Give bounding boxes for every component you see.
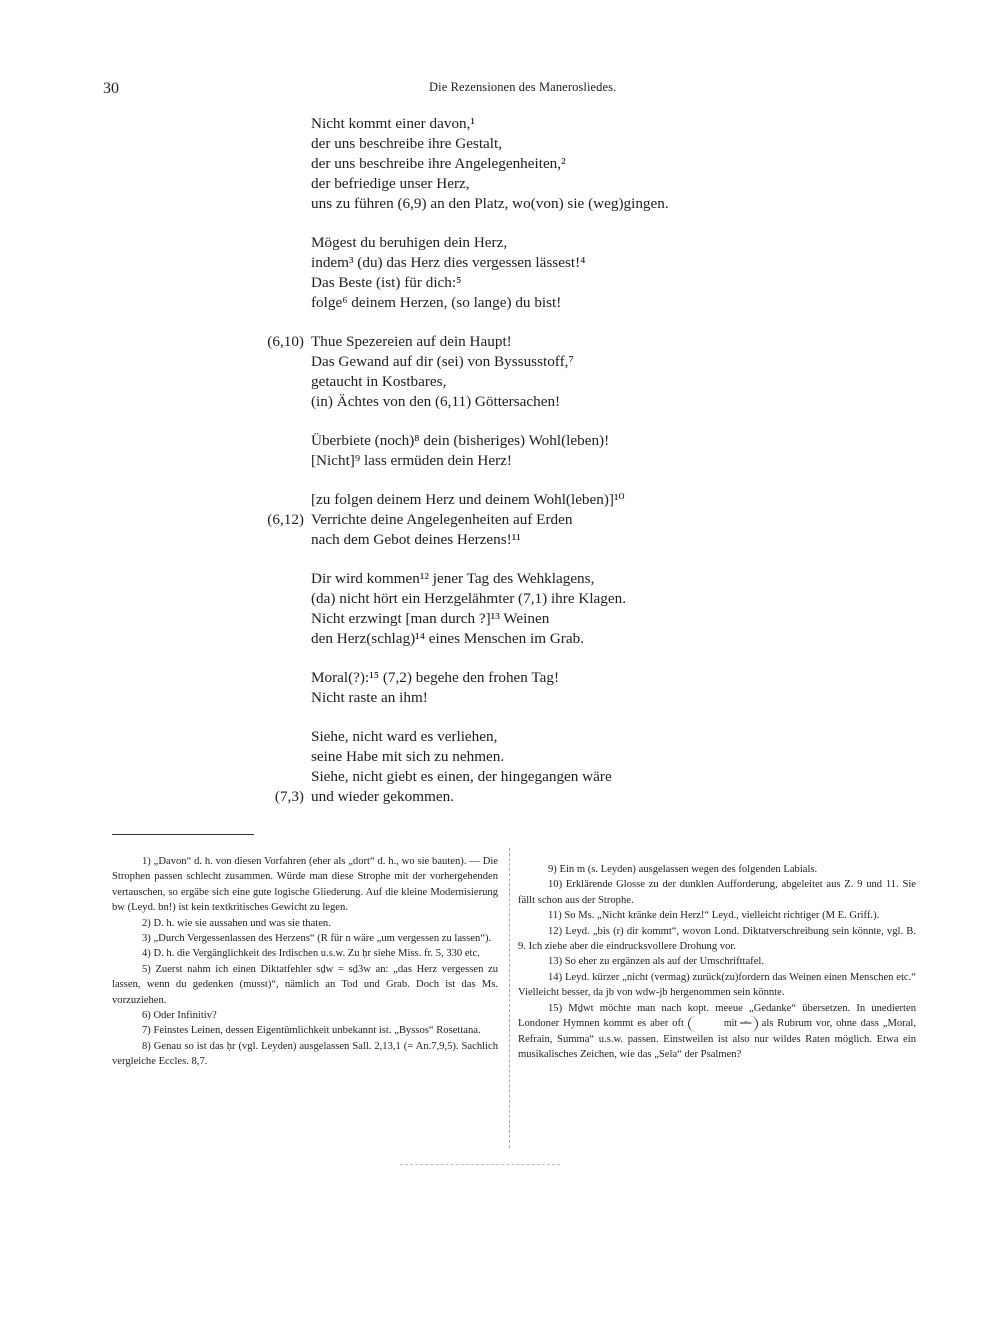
verse-text: [zu folgen deinem Herz und deinem Wohl(leben)]¹⁰ — [311, 491, 625, 508]
stanza — [0, 431, 1000, 471]
verse-text: Moral(?):¹⁵ (7,2) begehe den frohen Tag! — [311, 669, 560, 686]
verse-text: indem³ (du) das Herz dies vergessen lässest!⁴ — [311, 254, 586, 271]
verse-line — [0, 451, 1000, 471]
bottom-dash — [400, 1164, 560, 1165]
verse-text: [Nicht]⁹ lass ermüden dein Herz! — [311, 452, 512, 469]
stanza — [0, 727, 1000, 807]
verse-text: uns zu führen (6,9) an den Platz, wo(von) sie (weg)gingen. — [311, 195, 669, 212]
verse-line — [0, 530, 1000, 550]
verse-line — [0, 114, 1000, 134]
footnote: 4) D. h. die Vergänglichkeit des Irdischen u.s.w. Zu ḥr siehe Miss. fr. 5, 330 etc. — [142, 948, 480, 960]
verse-line — [0, 688, 1000, 708]
verse-line — [0, 609, 1000, 629]
verse-text: nach dem Gebot deines Herzens!¹¹ — [311, 531, 521, 548]
verse-line — [0, 194, 1000, 214]
verse-line — [0, 629, 1000, 649]
running-title: Die Rezensionen des Manerosliedes. — [429, 80, 617, 94]
footnote: 1) „Davon“ d. h. von diesen Vorfahren (eher als „dort“ d. h., wo sie bauten). — Die Strophen passen schlecht zusammen. Würde man diese Strophe mit der vorhergehenden vertauschen, so ergäbe sich eine gute logische Gliederung. Auf die kleine Modernisierung bw (Leyd. bn!) ist kein textkritisches Gewicht zu legen. — [112, 856, 498, 914]
poem — [0, 114, 1000, 826]
verse-text: Nicht raste an ihm! — [311, 689, 428, 706]
line-reference: (7,3) — [274, 788, 304, 805]
verse-line — [0, 431, 1000, 451]
verse-text: Dir wird kommen¹² jener Tag des Wehklagens, — [311, 570, 595, 587]
footnote: 9) Ein m (s. Leyden) ausgelassen wegen des folgenden Labials. — [548, 864, 818, 875]
verse-text: seine Habe mit sich zu nehmen. — [311, 748, 505, 765]
footnote: 3) „Durch Vergessenlassen des Herzens“ (R für n wäre „um vergessen zu lassen“). — [142, 933, 492, 945]
footnote: 5) Zuerst nahm ich einen Diktatfehler sḏw = sḏ3w an: „das Herz vergessen zu lassen, wenn du gedenken (musst)“, nämlich an Tod und Grab. Doch ist das Ms. vorzuziehen. — [112, 963, 498, 1006]
verse-line — [0, 174, 1000, 194]
footnote: 7) Feinstes Leinen, dessen Eigentümlichkeit unbekannt ist. „Byssos“ Rosettana. — [142, 1025, 481, 1037]
footnote: 11) So Ms. „Nicht kränke dein Herz!“ Leyd., vielleicht richtiger (M E. Griff.). — [548, 910, 880, 922]
stanza — [0, 668, 1000, 708]
stanza — [0, 569, 1000, 649]
verse-text: (da) nicht hört ein Herzgelähmter (7,1) ihre Klagen. — [311, 590, 627, 607]
verse-line — [0, 253, 1000, 273]
footnotes-right — [518, 862, 916, 1063]
verse-line — [0, 134, 1000, 154]
verse-line — [0, 569, 1000, 589]
column-separator — [509, 848, 510, 1148]
verse-line — [0, 332, 1000, 352]
line-reference: (6,12) — [267, 511, 304, 528]
verse-line — [0, 372, 1000, 392]
verse-text: Siehe, nicht giebt es einen, der hingegangen wäre — [311, 768, 612, 785]
footnote: 8) Genau so ist das ḥr (vgl. Leyden) ausgelassen Sall. 2,13,1 (= An.7,9,5). Sachlich vergleiche Eccles. 8,7. — [112, 1040, 498, 1068]
footnote: 2) D. h. wie sie aussahen und was sie thaten. — [142, 917, 331, 929]
footnotes-left — [112, 854, 498, 1070]
line-reference: (6,10) — [267, 333, 304, 350]
verse-line — [0, 589, 1000, 609]
verse-line — [0, 154, 1000, 174]
verse-text: Das Gewand auf dir (sei) von Byssusstoff,⁷ — [311, 353, 574, 370]
page-number: 30 — [103, 80, 119, 97]
verse-line — [0, 510, 1000, 530]
verse-line — [0, 747, 1000, 767]
hieroglyph-group: mit 𓏛 — [688, 1016, 758, 1032]
verse-line — [0, 392, 1000, 412]
verse-text: Verrichte deine Angelegenheiten auf Erden — [311, 511, 573, 528]
footnote-rule — [112, 834, 254, 835]
footnote: 14) Leyd. kürzer „nicht (vermag) zurück(zu)fordern das Weinen einen Menschen etc.“ Vielleicht besser, da jb von wdw-jb hergenommen sein könnte. — [518, 971, 916, 999]
verse-line — [0, 727, 1000, 747]
stanza — [0, 114, 1000, 214]
verse-text: Nicht kommt einer davon,¹ — [311, 115, 475, 132]
verse-text: folge⁶ deinem Herzen, (so lange) du bist! — [311, 294, 562, 311]
stanza — [0, 332, 1000, 412]
footnote: 13) So eher zu ergänzen als auf der Umschrifttafel. — [548, 956, 765, 968]
stanza — [0, 233, 1000, 313]
verse-line — [0, 273, 1000, 293]
footnote: 6) Oder Infinitiv? — [142, 1010, 217, 1022]
footnote: 10) Erklärende Glosse zu der dunklen Aufforderung, abgeleitet aus Z. 9 und 11. Sie fällt schon aus der Strophe. — [518, 879, 916, 906]
verse-text: Mögest du beruhigen dein Herz, — [311, 234, 508, 251]
verse-text: Das Beste (ist) für dich:⁵ — [311, 274, 462, 291]
verse-line — [0, 233, 1000, 253]
footnote-15: 15) Mḏwt möchte man nach kopt. meeue „Gedanke“ übersetzen. In unedierten Londoner Hymnen kommt es aber oft mit 𓏛 als Rubrum vor, ohne dass „Moral, Refrain, Summa“ u.s.w. passen. Einstweilen ist also nur wildes Raten möglich. Etwa ein musikalisches Zeichen, wie das „Sela“ der Psalmen? — [518, 1002, 916, 1061]
verse-text: der befriedige unser Herz, — [311, 175, 470, 192]
verse-text: (in) Ächtes von den (6,11) Göttersachen! — [311, 393, 561, 410]
verse-line — [0, 352, 1000, 372]
verse-text: der uns beschreibe ihre Angelegenheiten,² — [311, 155, 566, 172]
verse-text: Überbiete (noch)⁸ dein (bisheriges) Wohl(leben)! — [311, 432, 610, 449]
verse-text: Thue Spezereien auf dein Haupt! — [311, 333, 512, 350]
footnote: 12) Leyd. „bis (r) dir kommt“, wovon Lond. Diktatverschreibung sein könnte, vgl. B. 9. Ich ziehe aber die eindrucksvollere Drohung vor. — [518, 925, 916, 953]
verse-text: Nicht erzwingt [man durch ?]¹³ Weinen — [311, 610, 550, 627]
stanza — [0, 490, 1000, 550]
verse-text: getaucht in Kostbares, — [311, 373, 447, 390]
verse-text: den Herz(schlag)¹⁴ eines Menschen im Grab. — [311, 630, 584, 647]
verse-line — [0, 668, 1000, 688]
verse-line — [0, 767, 1000, 787]
verse-line — [0, 490, 1000, 510]
verse-line — [0, 787, 1000, 807]
verse-text: der uns beschreibe ihre Gestalt, — [311, 135, 503, 152]
verse-line — [0, 293, 1000, 313]
verse-text: Siehe, nicht ward es verliehen, — [311, 728, 498, 745]
verse-text: und wieder gekommen. — [311, 788, 454, 805]
